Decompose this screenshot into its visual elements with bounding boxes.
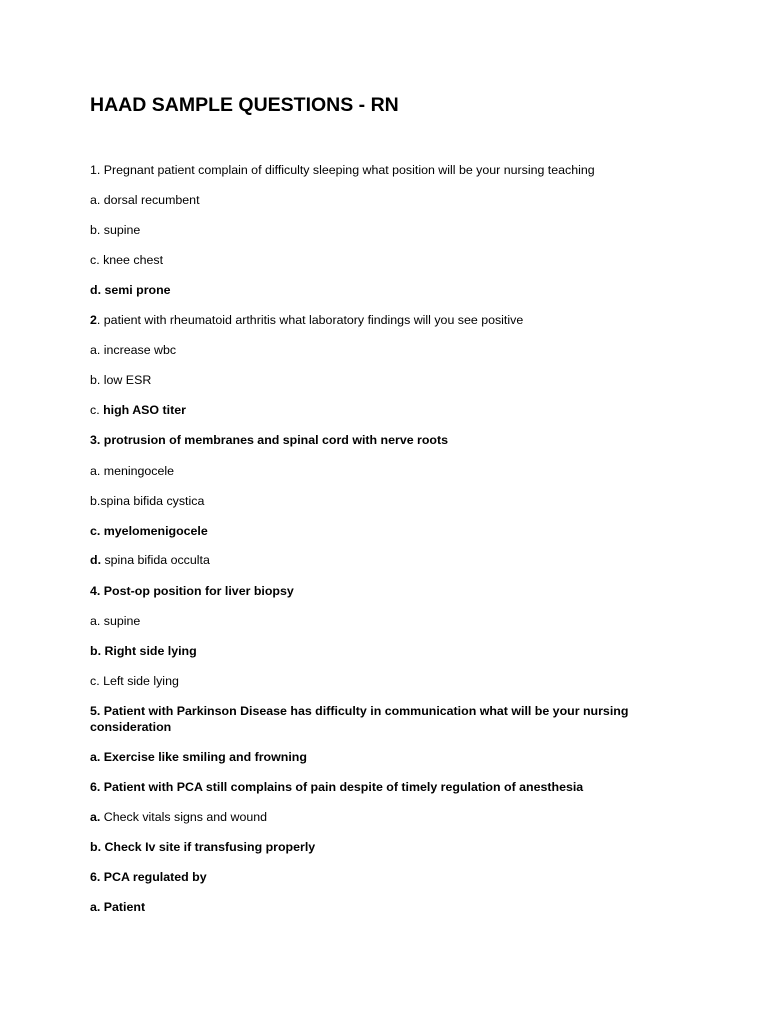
line-text: b. Check Iv site if transfusing properly [90, 840, 316, 854]
question-1-option-c [90, 252, 650, 268]
line-text: . patient with rheumatoid arthritis what laboratory findings will you see positive [96, 313, 524, 327]
question-6 [90, 779, 650, 795]
line-text: 5. Patient with Parkinson Disease has difficulty in communication what will be your nursing consideration [90, 704, 629, 734]
document-title: HAAD SAMPLE QUESTIONS - RN [90, 94, 399, 116]
line-text: 3. protrusion of membranes and spinal cord with nerve roots [90, 433, 449, 447]
line-prefix: 2 [90, 313, 97, 327]
question-3-option-b [90, 493, 650, 509]
line-text: b.spina bifida cystica [90, 494, 205, 508]
line-text: c. knee chest [90, 253, 164, 267]
line-text: a. dorsal recumbent [90, 193, 200, 207]
line-text: Check vitals signs and wound [100, 810, 268, 824]
question-3-option-d [90, 552, 650, 568]
question-3-option-c [90, 523, 650, 539]
line-text: spina bifida occulta [101, 553, 210, 567]
line-text: b. supine [90, 223, 141, 237]
line-text: 6. Patient with PCA still complains of pain despite of timely regulation of anesthesia [90, 780, 584, 794]
question-2 [90, 312, 650, 328]
line-text: high ASO titer [103, 403, 186, 417]
line-text: a. Exercise like smiling and frowning [90, 750, 307, 764]
question-2-option-a [90, 342, 650, 358]
line-text: a. increase wbc [90, 343, 177, 357]
line-prefix: c. [90, 403, 104, 417]
question-1-option-d [90, 282, 650, 298]
question-1-option-a [90, 192, 650, 208]
question-3 [90, 432, 650, 448]
question-2-option-c [90, 402, 650, 418]
question-6-option-a [90, 809, 650, 825]
question-4-option-c [90, 673, 650, 689]
question-3-option-a [90, 463, 650, 479]
line-text: 4. Post-op position for liver biopsy [90, 584, 294, 598]
line-text: c. Left side lying [90, 674, 179, 688]
question-4-option-a [90, 613, 650, 629]
line-text: 1. Pregnant patient complain of difficulty sleeping what position will be your nursing teaching [90, 163, 595, 177]
question-1-option-b [90, 222, 650, 238]
question-1 [90, 162, 650, 178]
question-6-pca [90, 869, 650, 885]
question-6-pca-option-a [90, 899, 650, 915]
line-text: a. meningocele [90, 464, 175, 478]
question-2-option-b [90, 372, 650, 388]
line-text: a. supine [90, 614, 141, 628]
line-prefix: d. [90, 553, 102, 567]
line-text: b. low ESR [90, 373, 152, 387]
question-5 [90, 703, 650, 735]
line-text: a. Patient [90, 900, 146, 914]
line-text: 6. PCA regulated by [90, 870, 207, 884]
line-text: b. Right side lying [90, 644, 197, 658]
question-5-option-a [90, 749, 650, 765]
line-text: d. semi prone [90, 283, 171, 297]
line-prefix: a. [90, 810, 101, 824]
line-text: c. myelomenigocele [90, 524, 208, 538]
question-4-option-b [90, 643, 650, 659]
question-4 [90, 583, 650, 599]
question-6-option-b [90, 839, 650, 855]
